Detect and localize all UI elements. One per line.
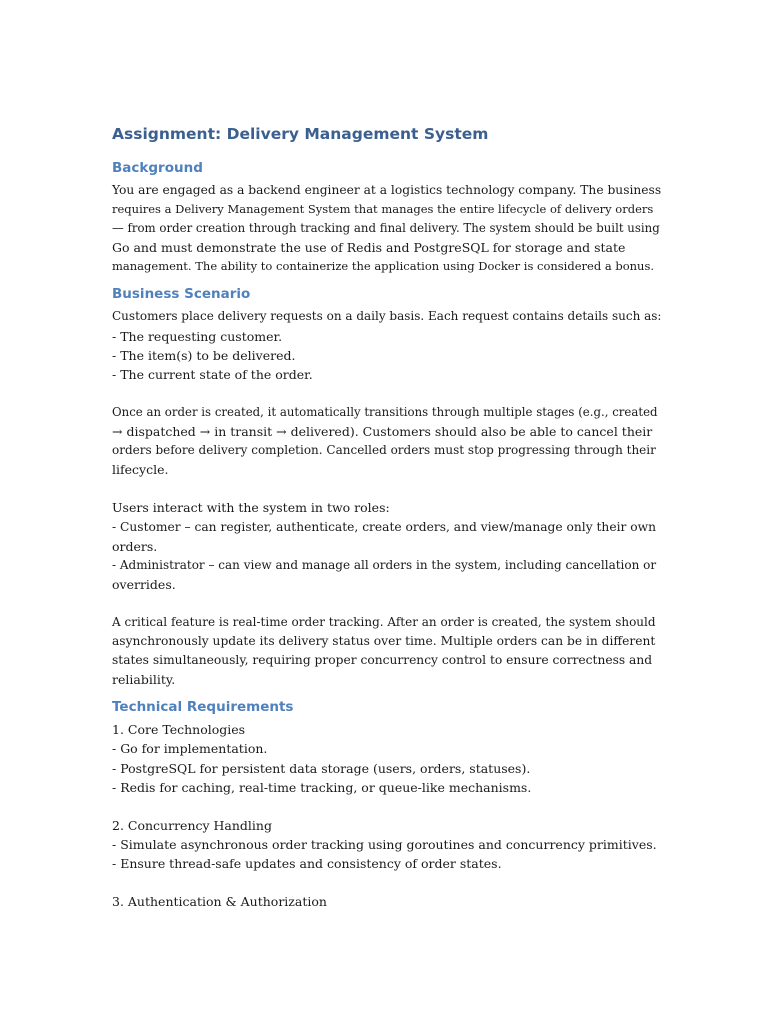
text-line: states simultaneously, requiring proper concurrency control to ensure correctness and [112, 653, 653, 668]
list-heading: 2. Concurrency Handling [112, 817, 272, 833]
section-background [112, 158, 660, 276]
text-line: → dispatched → in transit → delivered). Customers should also be able to cancel their [112, 424, 653, 440]
list-item: - Customer – can register, authenticate, create orders, and view/manage only their own [112, 519, 656, 534]
text-line: reliability. [112, 672, 176, 688]
list-heading: 3. Authentication & Authorization [112, 894, 327, 910]
text-line: Go and must demonstrate the use of Redis and PostgreSQL for storage and state [112, 240, 626, 256]
paragraph [112, 181, 660, 276]
list-item: - Ensure thread-safe updates and consistency of order states. [112, 856, 502, 871]
list-item: - Go for implementation. [112, 741, 268, 757]
list-item: - Simulate asynchronous order tracking using goroutines and concurrency primitives. [112, 836, 657, 852]
paragraph [112, 498, 660, 593]
list-item: - PostgreSQL for persistent data storage (users, orders, statuses). [112, 760, 531, 776]
paragraph [112, 613, 660, 689]
list-item: - Redis for caching, real-time tracking, or queue-like mechanisms. [112, 779, 532, 795]
list-item: - Administrator – can view and manage all orders in the system, including cancellation or [112, 557, 657, 572]
paragraph [112, 892, 660, 911]
paragraph [112, 720, 660, 796]
text-line: — from order creation through tracking and final delivery. The system should be built using [112, 221, 660, 236]
list-item: - The requesting customer. [112, 328, 283, 344]
text-line: orders before delivery completion. Cancelled orders must stop progressing through their [112, 443, 656, 458]
text-line: asynchronously update its delivery status over time. Multiple orders can be in different [112, 634, 656, 649]
paragraph [112, 307, 660, 383]
text-line: Once an order is created, it automatically transitions through multiple stages (e.g., created [112, 404, 658, 419]
list-item: - The item(s) to be delivered. [112, 347, 296, 363]
document-title: Assignment: Delivery Management System [112, 125, 489, 143]
section-heading-technical-requirements: Technical Requirements [112, 699, 294, 716]
text-line: Customers place delivery requests on a daily basis. Each request contains details such as: [112, 309, 662, 324]
list-heading: 1. Core Technologies [112, 722, 246, 738]
text-line: You are engaged as a backend engineer at a logistics technology company. The business [112, 183, 662, 197]
paragraph [112, 816, 660, 873]
text-line: requires a Delivery Management System that manages the entire lifecycle of delivery orders [112, 202, 654, 217]
text-line: management. The ability to containerize the application using Docker is considered a bonus. [112, 259, 655, 274]
section-technical-requirements [112, 697, 660, 911]
text-line: overrides. [112, 576, 176, 592]
text-line: A critical feature is real-time order tracking. After an order is created, the system should [112, 614, 656, 629]
text-line: lifecycle. [112, 462, 169, 478]
list-item: - The current state of the order. [112, 366, 313, 382]
section-heading-business-scenario: Business Scenario [112, 286, 251, 303]
section-heading-background: Background [112, 160, 203, 176]
document-page [112, 122, 660, 911]
paragraph [112, 403, 660, 479]
section-business-scenario [112, 284, 660, 689]
text-line: Users interact with the system in two roles: [112, 500, 390, 516]
text-line: orders. [112, 538, 158, 554]
